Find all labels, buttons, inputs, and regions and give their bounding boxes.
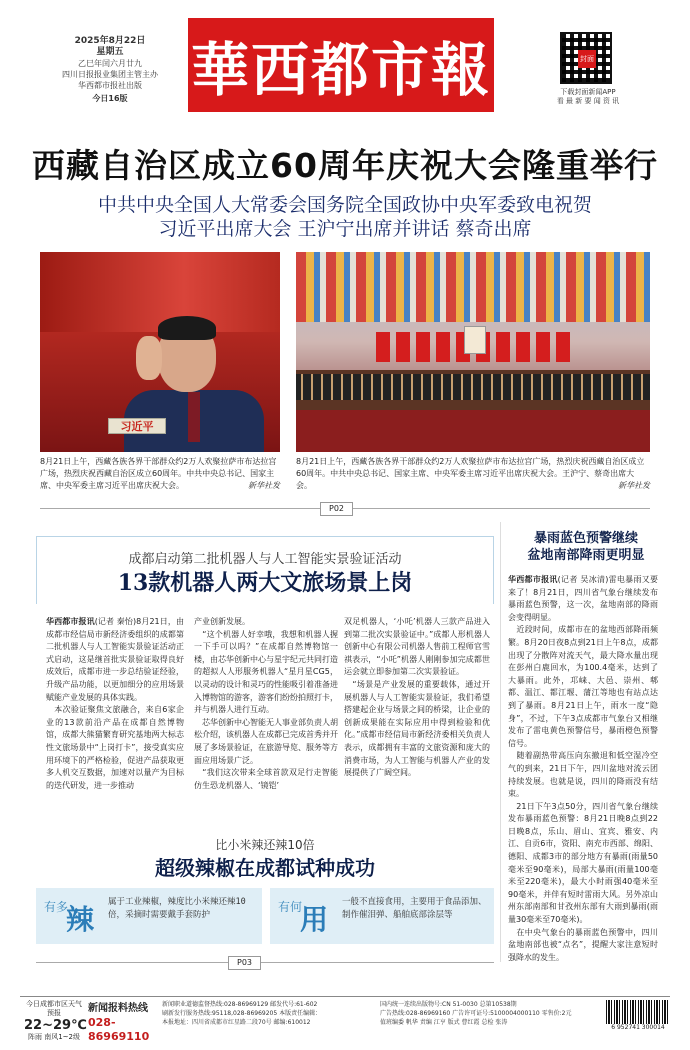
photo-credit: 新华社发 — [618, 481, 650, 490]
robot-headline[interactable]: 13款机器人两大文旅场景上岗 — [117, 570, 413, 596]
publisher-line: 华西都市报社出版 — [78, 81, 142, 90]
page-ref-p02[interactable]: P02 — [320, 502, 353, 516]
photo-credit: 新华社发 — [248, 481, 280, 490]
weather-desc: 阵雨 南风1~2级 — [28, 1033, 80, 1041]
rain-headline[interactable] — [506, 530, 666, 564]
rain-title-2: 盆地南部降雨更明显 — [527, 548, 645, 563]
robot-col-3: 双足机器人，‘小吒’机器人三款产品进入到第二批次实景验证中。”成都人形机器人创新中心有限公司机器人售前工程师官雪祺表示，“小吒”机器人刚刚参加完成都世运会就立即参加第二次实景验证。 “场景是产业发展的重要载体，通过开展机器人与人工智能实景验证，我们希望搭建起企业与场景之间的桥梁，让企业的创新成果能在实际应用中得到检验和优化。”成都市经信局市新经济委相关负责人表示，成都拥有丰富的文旅资源和庞大的消费市场，为人工智能与机器人产业的发展提供了广阔空间。 — [344, 617, 490, 778]
masthead-info — [40, 36, 180, 104]
info-line: 国内统一连续出版物号:CN 51-0030 总第10538期 — [380, 1001, 517, 1008]
box-label-small: 有多 — [44, 900, 69, 914]
hotline-number[interactable]: 028-86969110 — [88, 1016, 150, 1043]
info-line: 广告热线:028-86969160 广告许可证号:5100004000110 零售价:2元 — [380, 1010, 572, 1017]
issue-weekday: 星期五 — [96, 47, 124, 57]
info-line: 刷新发行服务热线:95118,028-86969205 本版责任编辑： — [162, 1010, 322, 1017]
column-divider — [500, 522, 501, 962]
hotline-label: 新闻报料热线 — [88, 1003, 148, 1014]
footer-info-left — [162, 1000, 372, 1027]
qr-caption — [552, 88, 624, 106]
chili-box-usage — [270, 888, 494, 944]
lunar-date: 乙巳年闰六月廿九 — [78, 59, 142, 68]
box-label-big: 用 — [300, 903, 329, 936]
subheadline-1: 中共中央全国人大常委会国务院全国政协中央军委致电祝贺 — [97, 194, 592, 216]
subheadline-2: 习近平出席大会 王沪宁出席并讲话 蔡奇出席 — [158, 218, 532, 240]
info-line: 本报地址：四川省成都市红星路二段70号 邮编:610012 — [162, 1019, 311, 1026]
box-label-big: 辣 — [66, 903, 95, 936]
byline: (记者 吴冰清) — [557, 575, 609, 584]
byline: (记者 秦怡) — [94, 617, 137, 626]
chili-headline[interactable]: 超级辣椒在成都试种成功 — [155, 856, 375, 880]
temperature: 22~29℃ — [24, 1018, 87, 1033]
newspaper-title: 華西都市報 — [190, 36, 491, 104]
app-logo-icon: 封面 — [578, 50, 596, 68]
robot-col-2: 产业创新发展。 “这个机器人好幸哦，我想和机器人握一下手可以吗？”在成都自然博物馆一楼，由芯华创新中心与星宇纪元共同打造的超拟人人形服务机器人“星月星CG5，以灵动的设计和灵巧的性能吸引着准备进入博物馆的游客，游客们纷纷拍照打卡，并与机器人进行互动。 芯华创新中心智能无人事业部负责人胡松介绍，该机器人在成都已完成首秀并开展了多场景验证，在旅游导览、服务等方面应用场景广泛。 “我们这次带来全球首款双足行走智能仿生恐龙机器人、‘镜铠’ — [194, 617, 338, 790]
page-ref-p03[interactable]: P03 — [228, 956, 261, 970]
info-line: 值班编委 帆华 责编 江亨 版式 曹红霞 总检 张涛 — [380, 1019, 508, 1026]
qr-code-icon[interactable] — [560, 32, 612, 84]
robot-col-1 — [46, 616, 184, 792]
weather-box — [24, 1000, 87, 1042]
photo-caption-2 — [296, 456, 650, 492]
robot-text-1: 8月21日，由成都市经信局市新经济委组织的成都第二批机器人与人工智能实景验证活动正式启动，这是继首批实景验证取得良好成效后，成都市进一步总结验证经验，升级产品功能，以更加细分的应用场景赋能产业发展的具体实践。 本次验证聚焦文旅融合，来自6家企业的13款前沿产品在成都自然博物馆，成都大熊猫繁育研究基地两大标志性文旅场景中“上岗打卡”，接受真实应用环境下的严格检验，促进产品获取更多人机交互数据，加速对以量产为目标的迭代研发，进一步推动 — [46, 617, 184, 790]
rain-article — [508, 574, 658, 964]
nameplate: 习近平 — [108, 418, 166, 434]
box-text: 一般不直接食用，主要用于食品添加、制作催泪弹、船舶底部涂层等 — [342, 897, 487, 920]
dateline: 华西都市报讯 — [46, 617, 95, 626]
photo-celebration-square[interactable] — [296, 252, 650, 452]
robot-kicker: 成都启动第二批机器人与人工智能实景验证活动 — [128, 552, 402, 567]
chili-box-spiciness — [36, 888, 262, 944]
hotline-box — [88, 1002, 158, 1044]
edition-count: 今日16版 — [92, 94, 128, 103]
qr-caption-line-1: 下载封面新闻APP — [560, 88, 616, 96]
footer-info-right — [380, 1000, 604, 1027]
chili-kicker: 比小米辣还辣10倍 — [215, 838, 315, 852]
info-line: 新闻职业道德监督热线:028-86969129 邮发代号:61-602 — [162, 1001, 318, 1008]
dateline: 华西都市报讯 — [508, 575, 558, 584]
box-text: 属于工业辣椒，辣度比小米辣还辣10倍，采摘时需要戴手套防护 — [108, 897, 246, 920]
barcode-number: 6 952741 300014 — [611, 1024, 665, 1031]
box-label-small: 有何 — [278, 900, 303, 914]
sponsor-line: 四川日报报业集团主管主办 — [62, 70, 158, 79]
qr-caption-line-2: 看 最 新 要 闻 资 讯 — [556, 97, 620, 105]
barcode-icon — [606, 1000, 670, 1024]
main-headline[interactable]: 西藏自治区成立60周年庆祝大会隆重举行 — [32, 146, 658, 185]
rain-text: 雷电暴雨又要来了！8月21日，四川省气象台继续发布暴雨蓝色预警，这一次，盆地南部的降雨会变得明显。 近段时间，成都市在的盆地西部降雨频繁。8月20日夜8点到21日上午8点，成都出现了分散阵对流天气，最大降水量出现在彭州白鹿回水，为100.4毫米，达到了大暴雨。此外，邛崃、大邑、崇州、郫都、温江、都江堰、蒲江等地也有站点达到了暴雨。8月21日上午，雨水一度“隐身”，不过，下午3点成都市气象台又相继发布了雷电黄色预警信号，暴雨橙色预警信号。 随着副热带高压向东撤退和低空湿冷空气的到来，21日下午，四川盆地对流云团持续发展。也就是说，四川的降雨没有结束。 21日下午3点50分，四川省气象台继续发布暴雨蓝色预警：8月21日晚8点到22日晚8点，乐山、眉山、宜宾、雅安、内江、自贡6市，资阳、南充市西部、绵阳、德阳、成都3市的部分地方有暴雨(雨量50毫米至90毫米)，局部大暴雨(雨量100毫米至220毫米)，最大小时雨强40毫米至90毫米，并伴有短时雷雨大风。另外凉山州东部南部和甘孜州东部有大雨到暴雨(雨量30毫米至70毫米)。 在中央气象台的暴雨蓝色预警中，四川盆地南部也被“点名”，提醒大家注意短时强降水的发生。 — [508, 575, 659, 962]
caption-text: 8月21日上午，西藏各族各界干部群众约2万人欢聚拉萨市布达拉宫广场，热烈庆祝西藏自治区成立60周年。中共中央总书记、国家主席、中央军委主席习近平出席庆祝大会。 — [40, 457, 277, 490]
divider — [36, 962, 494, 963]
photo-caption-1 — [40, 456, 280, 492]
rain-title-1: 暴雨蓝色预警继续 — [533, 531, 638, 546]
newspaper-logo — [188, 18, 494, 112]
weather-label: 今日成都市区天气预报 — [26, 1000, 82, 1017]
caption-text: 8月21日上午，西藏各族各界干部群众约2万人欢聚拉萨市布达拉宫广场，热烈庆祝西藏自治区成立60周年。中共中央总书记、国家主席、中央军委主席习近平出席庆祝大会。王沪宁、蔡奇出席大会。 — [296, 457, 645, 490]
issue-date: 2025年8月22日 — [74, 36, 146, 46]
